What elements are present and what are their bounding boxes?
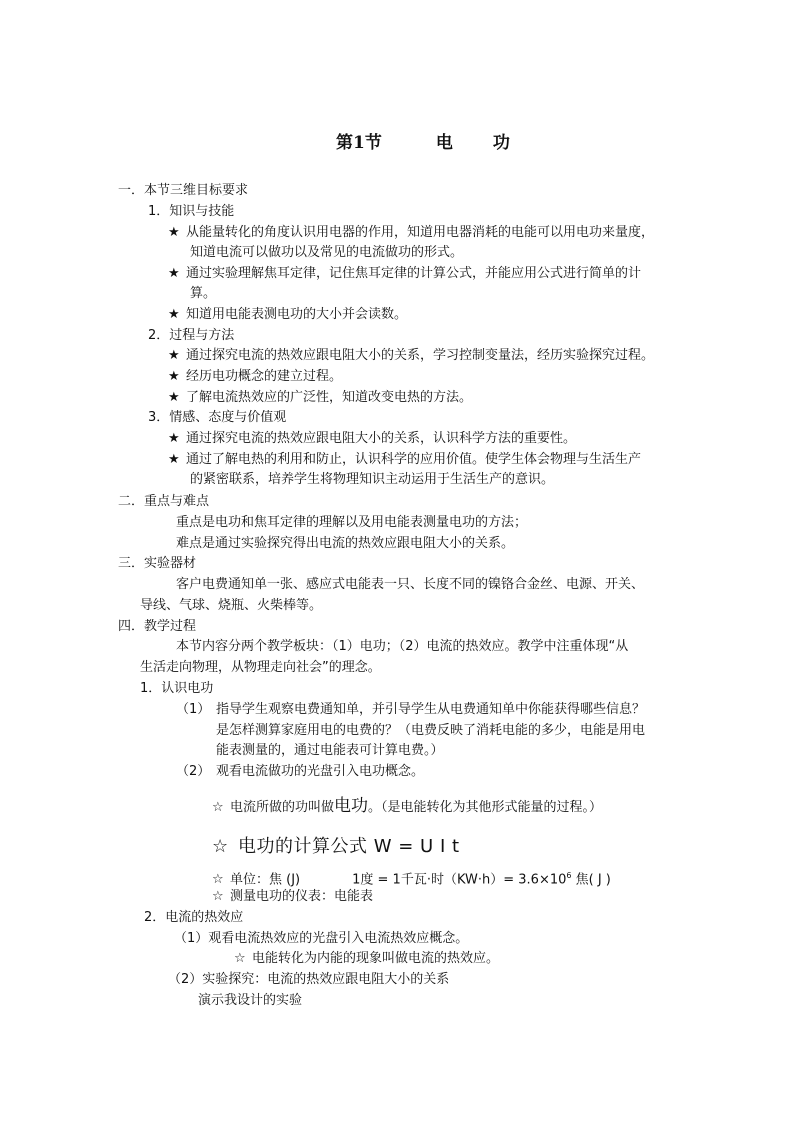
subsection-1-heading: 1．知识与技能 xyxy=(148,204,235,219)
equipment-line-cont: 导线、气球、烧瓶、火柴棒等。 xyxy=(140,598,323,613)
objective-item: ★ 通过探究电流的热效应跟电阻大小的关系，学习控制变量法，经历实验探究过程。 xyxy=(168,348,655,363)
part-2-line: （2）实验探究：电流的热效应跟电阻大小的关系 xyxy=(168,972,450,987)
step-text-cont: 是怎样测算家庭用电的电费的？（电费反映了消耗电能的多少，电能是用电 xyxy=(216,723,646,738)
section-3-heading: 三．实验器材 xyxy=(118,556,197,571)
objective-item: ★ 通过探究电流的热效应跟电阻大小的关系，认识科学方法的重要性。 xyxy=(168,431,577,446)
part-2-line: 演示我设计的实验 xyxy=(198,993,303,1008)
definition-line: ☆ 电流所做的功叫做电功。（是电能转化为其他形式能量的过程。） xyxy=(212,796,603,816)
step-number: （2） xyxy=(176,764,211,779)
subsection-3-heading: 3．情感、态度与价值观 xyxy=(148,410,287,425)
star-icon: ★ xyxy=(168,390,180,405)
objective-item-cont: 的紧密联系，培养学生将物理知识主动运用于生活生产的意识。 xyxy=(190,472,555,487)
step-text-cont: 能表测量的，通过电能表可计算电费。） xyxy=(216,743,444,758)
equipment-line: 客户电费通知单一张、感应式电能表一只、长度不同的镍铬合金丝、电源、开关、 xyxy=(176,577,645,592)
open-star-icon: ☆ xyxy=(212,800,224,815)
star-icon: ★ xyxy=(168,348,180,363)
term-electric-work: 电功 xyxy=(334,796,369,816)
objective-item: ★ 知道用电能表测电功的大小并会读数。 xyxy=(168,307,408,322)
unit-line: ☆ 单位：焦 (J) 1度 = 1千瓦·时$(KW\cdot h)= 3.6\times 10^6$ 焦( J ) xyxy=(212,871,611,888)
objective-item-cont: 知道电流可以做功以及常见的电流做功的形式。 xyxy=(190,245,464,260)
section-4-heading: 四．教学过程 xyxy=(118,619,197,634)
star-icon: ★ xyxy=(168,452,180,467)
subsection-2-heading: 2．过程与方法 xyxy=(148,328,235,343)
part-2-heading: 2．电流的热效应 xyxy=(144,910,244,925)
section-2-heading: 二．重点与难点 xyxy=(118,494,210,509)
objective-item: ★ 了解电流热效应的广泛性，知道改变电热的方法。 xyxy=(168,390,473,405)
star-icon: ★ xyxy=(168,369,180,384)
title-char-2: 功 xyxy=(492,133,510,153)
title-char-1: 电 xyxy=(435,133,453,153)
objective-item: ★ 经历电功概念的建立过程。 xyxy=(168,369,343,384)
open-star-icon: ☆ xyxy=(212,836,229,857)
section-1-heading: 一．本节三维目标要求 xyxy=(118,183,249,198)
open-star-icon: ☆ xyxy=(212,889,224,904)
title-section-number: 第1节 xyxy=(336,133,382,153)
star-icon: ★ xyxy=(168,431,180,446)
part-2-line: （1）观看电流热效应的光盘引入电流热效应概念。 xyxy=(174,931,469,946)
open-star-icon: ☆ xyxy=(234,951,246,966)
formula-line: ☆ 电功的计算公式 W = U I t xyxy=(212,836,460,857)
intro-line-cont: 生活走向物理，从物理走向社会”的理念。 xyxy=(140,660,381,675)
step-text: 观看电流做功的光盘引入电功概念。 xyxy=(216,764,425,779)
intro-line: 本节内容分两个教学板块：（1）电功；（2）电流的热效应。教学中注重体现“从 xyxy=(176,639,629,654)
objective-item: ★ 从能量转化的角度认识用电器的作用，知道用电器消耗的电能可以用电功来量度， xyxy=(168,225,655,240)
objective-item: ★ 通过了解电热的利用和防止，认识科学的应用价值。使学生体会物理与生活生产 xyxy=(168,452,642,467)
step-number: （1） xyxy=(176,702,211,717)
part-1-heading: 1．认识电功 xyxy=(140,681,214,696)
part-2-line: ☆ 电能转化为内能的现象叫做电流的热效应。 xyxy=(234,951,500,966)
star-icon: ★ xyxy=(168,266,180,281)
key-point-line: 重点是电功和焦耳定律的理解以及用电能表测量电功的方法； xyxy=(176,515,528,530)
star-icon: ★ xyxy=(168,225,180,240)
objective-item: ★ 通过实验理解焦耳定律，记住焦耳定律的计算公式，并能应用公式进行简单的计 xyxy=(168,266,642,281)
open-star-icon: ☆ xyxy=(212,872,224,888)
objective-item-cont: 算。 xyxy=(190,286,217,301)
page-title xyxy=(336,128,510,153)
step-text: 指导学生观察电费通知单，并引导学生从电费通知单中你能获得哪些信息？ xyxy=(216,702,646,717)
difficult-point-line: 难点是通过实验探究得出电流的热效应跟电阻大小的关系。 xyxy=(176,536,515,551)
meter-line: ☆ 测量电功的仪表：电能表 xyxy=(212,889,374,904)
star-icon: ★ xyxy=(168,307,180,322)
